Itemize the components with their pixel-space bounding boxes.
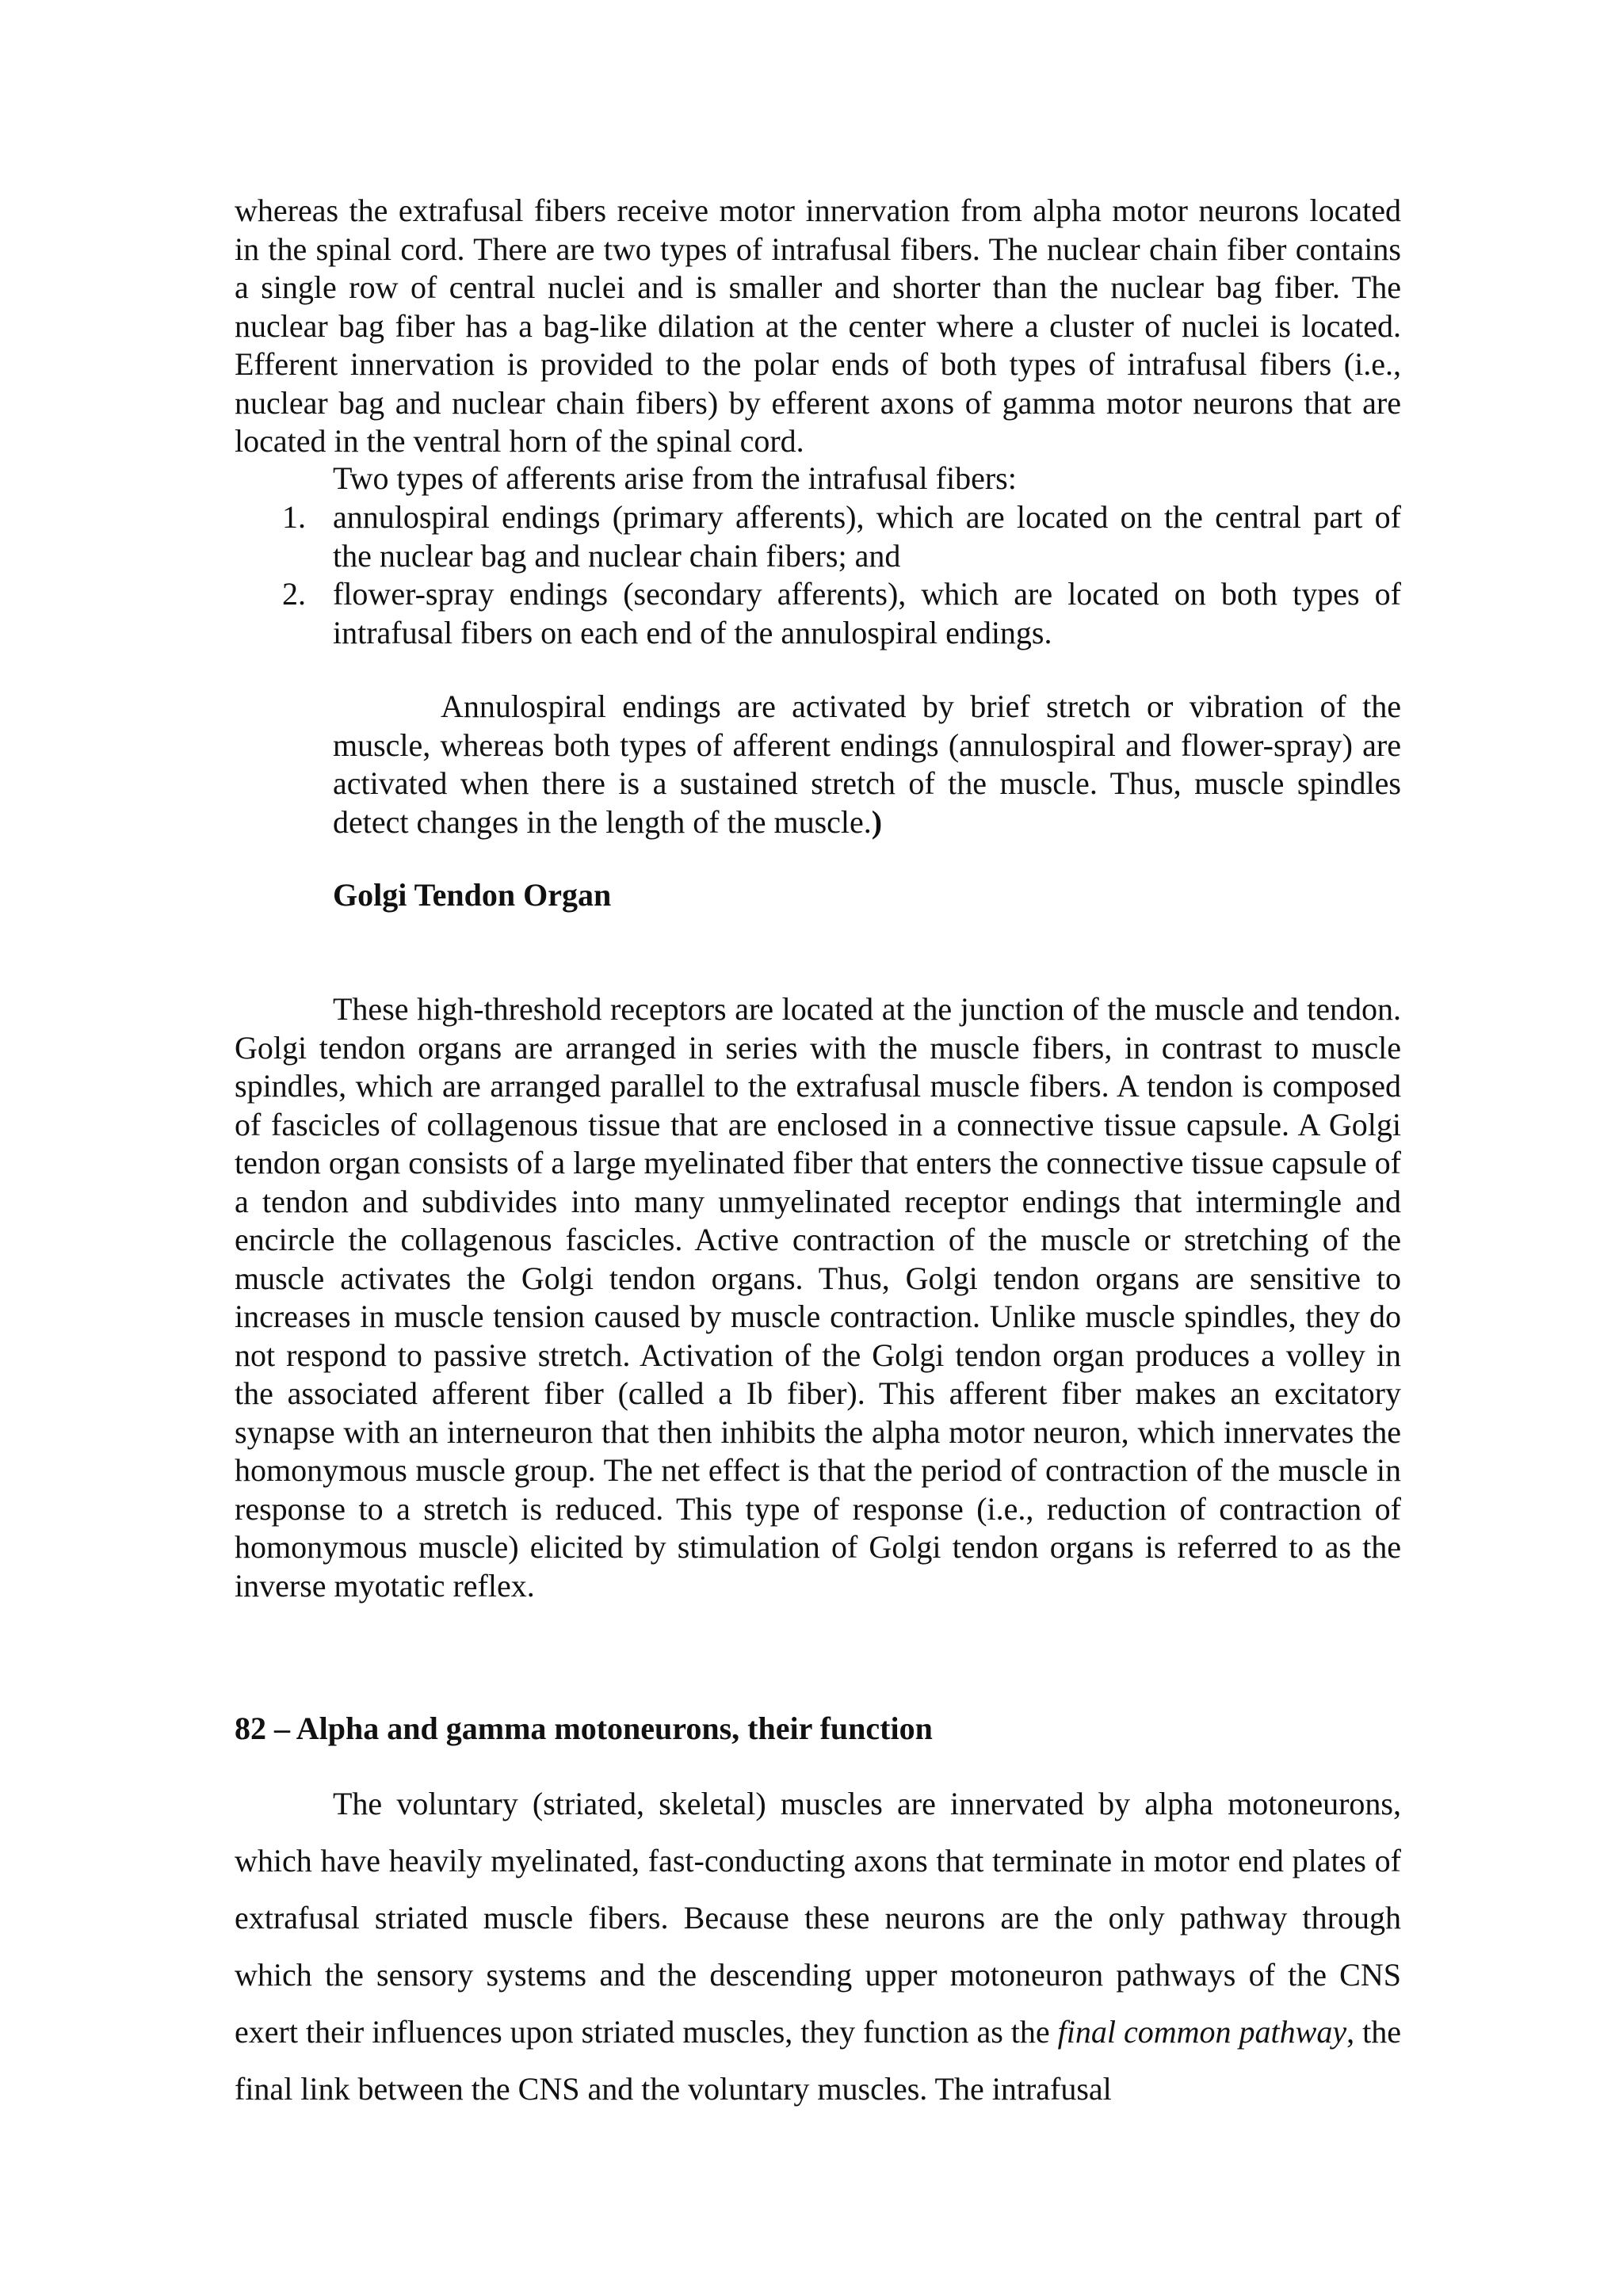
motoneuron-text-part2: , the final link between the CNS and the voluntary muscles. The intrafusal	[235, 2014, 1401, 2107]
section-heading: 82 – Alpha and gamma motoneurons, their function	[235, 1711, 933, 1746]
golgi-tendon-organ-heading: Golgi Tendon Organ	[333, 877, 612, 913]
motoneuron-paragraph	[235, 1775, 1401, 2118]
afferent-list	[235, 498, 1401, 652]
list-item	[235, 498, 1401, 575]
final-common-pathway-term: final common pathway	[1057, 2014, 1347, 2050]
list-item	[235, 575, 1401, 652]
list-item-text: flower-spray endings (secondary afferents), which are located on both types of intrafusal fibers on each end of the annulospiral endings.	[333, 576, 1401, 650]
list-item-text: annulospiral endings (primary afferents), which are located on the central part of the nuclear bag and nuclear chain fibers; and	[333, 499, 1401, 574]
list-number: 2.	[282, 576, 306, 612]
annulospiral-text: Annulospiral endings are activated by brief stretch or vibration of the muscle, whereas both types of afferent endings (annulospiral and flower-spray) are activated when there is a sustained stretch of the muscle. Thus, muscle spindles detect changes in the length of the muscle.	[333, 688, 1401, 840]
list-number: 1.	[282, 499, 306, 535]
annulospiral-paragraph	[333, 688, 1401, 841]
intro-paragraph: whereas the extrafusal fibers receive motor innervation from alpha motor neurons located in the spinal cord. There are two types of intrafusal fibers. The nuclear chain fiber contains a single row of central nuclei and is smaller and shorter than the nuclear bag fiber. The nuclear bag fiber has a bag-like dilation at the center where a cluster of nuclei is located. Efferent innervation is provided to the polar ends of both types of intrafusal fibers (i.e., nuclear bag and nuclear chain fibers) by efferent axons of gamma motor neurons that are located in the ventral horn of the spinal cord.	[235, 193, 1401, 459]
closing-parenthesis: )	[871, 803, 883, 840]
motoneuron-text-part1: The voluntary (striated, skeletal) muscles are innervated by alpha motoneurons, which have heavily myelinated, fast-conducting axons that terminate in motor end plates of extrafusal striated muscle fibers. Because these neurons are the only pathway through which the sensory systems and the descending upper motoneuron pathways of the CNS exert their influences upon striated muscles, they function as the	[235, 1786, 1401, 2050]
golgi-paragraph: These high-threshold receptors are located at the junction of the muscle and tendon. Golgi tendon organs are arranged in series with the muscle fibers, in contrast to muscle spindles, which are arranged parallel to the extrafusal muscle fibers. A tendon is composed of fascicles of collagenous tissue that are enclosed in a connective tissue capsule. A Golgi tendon organ consists of a large myelinated fiber that enters the connective tissue capsule of a tendon and subdivides into many unmyelinated receptor endings that intermingle and encircle the collagenous fascicles. Active contraction of the muscle or stretching of the muscle activates the Golgi tendon organs. Thus, Golgi tendon organs are sensitive to increases in muscle tension caused by muscle contraction. Unlike muscle spindles, they do not respond to passive stretch. Activation of the Golgi tendon organ produces a volley in the associated afferent fiber (called a Ib fiber). This afferent fiber makes an excitatory synapse with an interneuron that then inhibits the alpha motor neuron, which innervates the homonymous muscle group. The net effect is that the period of contraction of the muscle in response to a stretch is reduced. This type of response (i.e., reduction of contraction of homonymous muscle) elicited by stimulation of Golgi tendon organs is referred to as the inverse myotatic reflex.	[235, 991, 1401, 1604]
afferents-intro: Two types of afferents arise from the intrafusal fibers:	[333, 460, 1017, 496]
